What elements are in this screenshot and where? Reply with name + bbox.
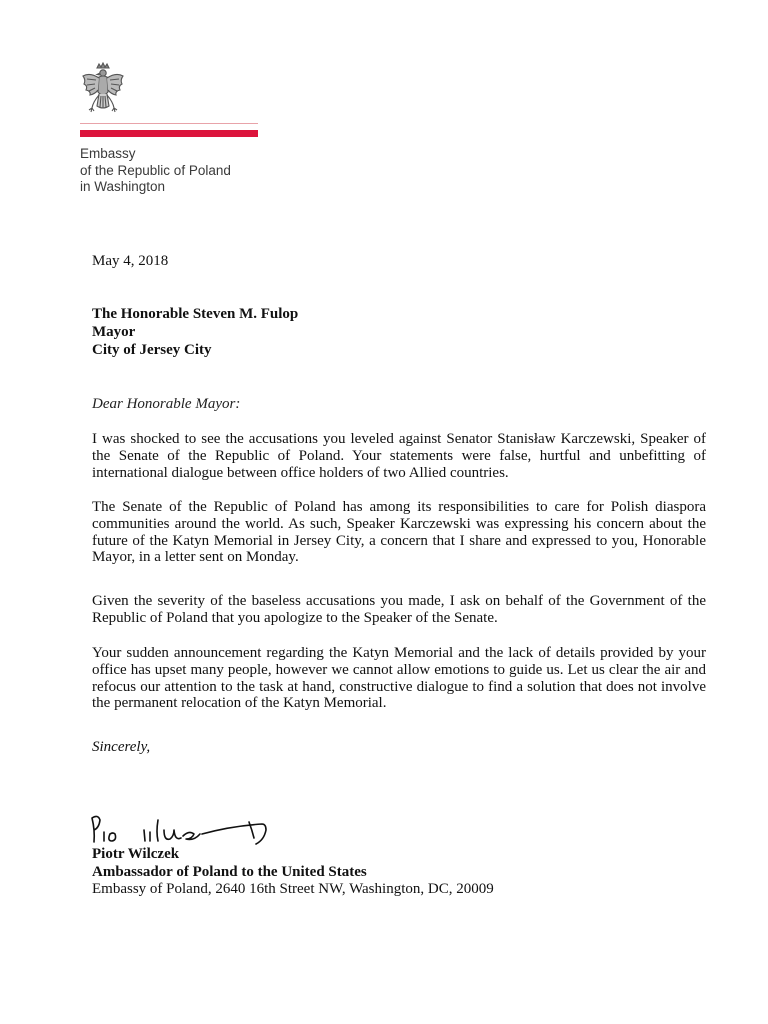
salutation: Dear Honorable Mayor: <box>92 396 241 412</box>
paragraph-1: I was shocked to see the accusations you leveled against Senator Stanisław Karczewski, Speaker of the Senate of the Republic of Poland. Your statements were false, hurtful and unbefitting of international dialogue between office holders of two Allied countries. <box>92 431 706 481</box>
signer-address: Embassy of Poland, 2640 16th Street NW, Washington, DC, 20009 <box>92 881 494 897</box>
letter-date: May 4, 2018 <box>92 253 169 269</box>
recipient-block <box>92 305 706 359</box>
embassy-line-1: Embassy <box>80 146 136 161</box>
signer-block <box>92 846 494 899</box>
handwritten-signature <box>86 808 301 850</box>
polish-eagle-emblem-icon <box>80 62 126 118</box>
paragraph-4: Your sudden announcement regarding the Katyn Memorial and the lack of details provided by your office has upset many people, however we cannot allow emotions to guide us. Let us clear the air and refocus our attention to the task at hand, constructive dialogue to find a solution that does not involve the permanent relocation of the Katyn Memorial. <box>92 645 706 712</box>
paragraph-3: Given the severity of the baseless accusations you made, I ask on behalf of the Government of the Republic of Poland that you apologize to the Speaker of the Senate. <box>92 593 706 626</box>
embassy-name <box>80 146 280 196</box>
paragraph-2: The Senate of the Republic of Poland has among its responsibilities to care for Polish diaspora communities around the world. As such, Speaker Karczewski was expressing his concern about the future of the Katyn Memorial in Jersey City, a concern that I share and expressed to you, Honorable Mayor, in a letter sent on Monday. <box>92 499 706 566</box>
recipient-organization: City of Jersey City <box>92 342 212 358</box>
signer-title: Ambassador of Poland to the United States <box>92 863 367 880</box>
signer-name: Piotr Wilczek <box>92 846 180 862</box>
recipient-title: Mayor <box>92 324 136 340</box>
embassy-line-2: of the Republic of Poland <box>80 162 231 178</box>
letterhead-thin-rule <box>80 123 258 124</box>
recipient-name: The Honorable Steven M. Fulop <box>92 306 299 322</box>
embassy-line-3: in Washington <box>80 179 166 194</box>
letterhead-red-bar <box>80 130 258 137</box>
closing: Sincerely, <box>92 739 151 755</box>
